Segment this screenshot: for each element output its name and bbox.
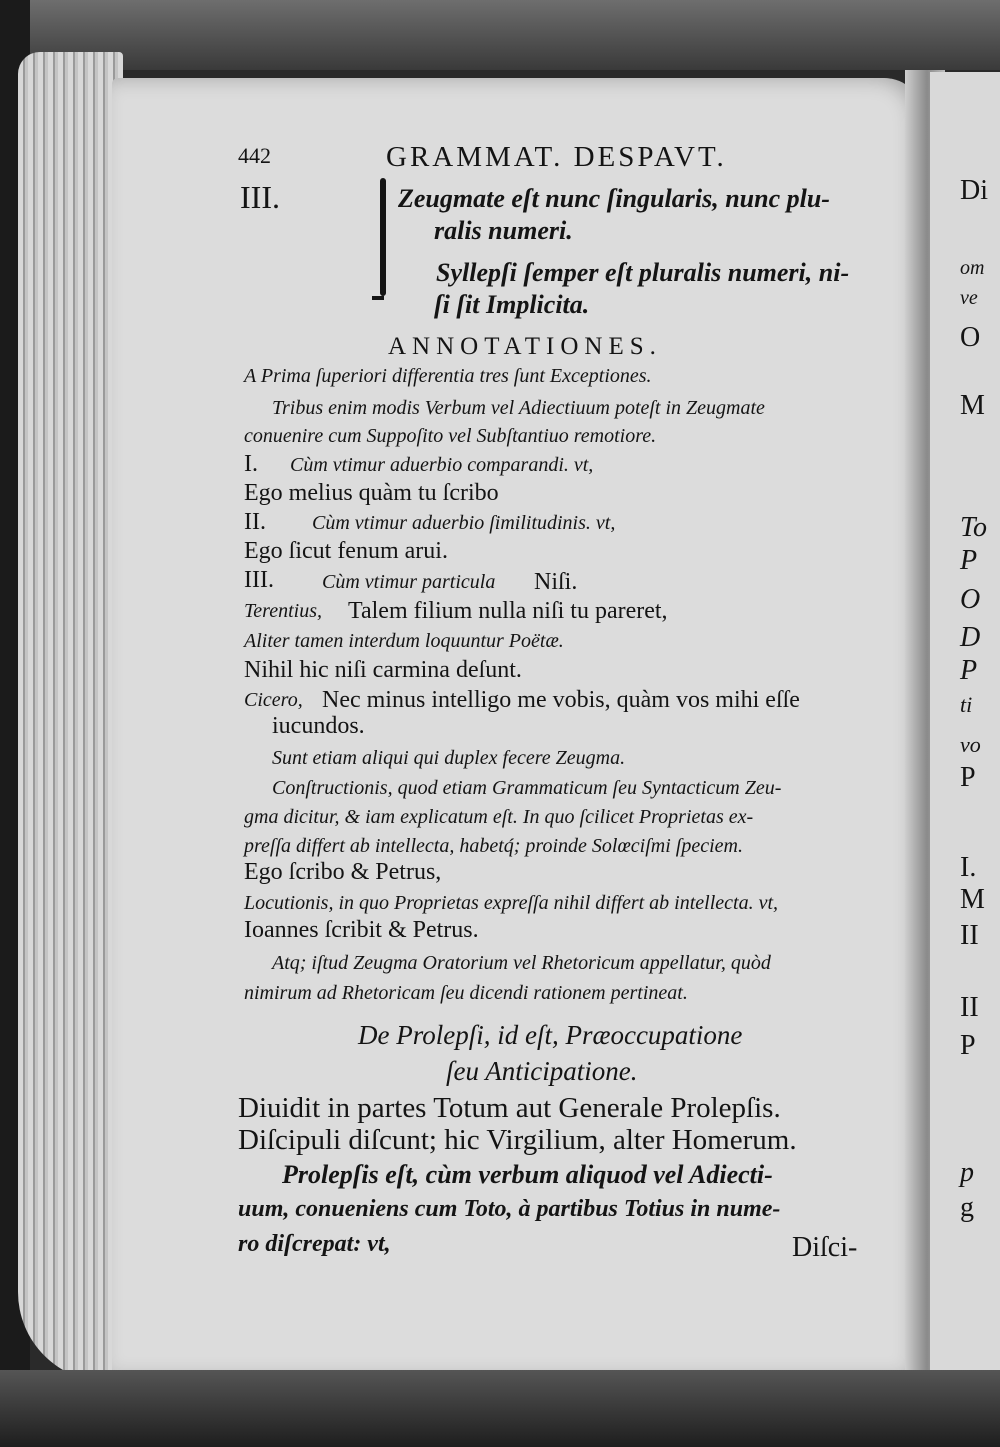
annotation-line: Atq; iſtud Zeugma Oratorium vel Rhetoricum appellatur, quòd [272,952,771,974]
author-name: Terentius, [244,600,322,622]
rule-line: Syllepſi ſemper eſt pluralis numeri, ni- [436,258,850,287]
facing-fragment: P [960,1030,976,1061]
rule-number: III. [240,179,280,215]
background-top [0,0,1000,70]
rule-bracket [380,178,386,296]
annotation-line: Locutionis, in quo Proprietas expreſſa nihil differt ab intellecta. vt, [244,892,779,914]
facing-fragment: g [960,1192,974,1223]
annotation-line: Sunt etiam aliqui qui duplex fecere Zeugma. [272,747,626,769]
facing-fragment: To [960,512,988,543]
verse-rule-line: Diuidit in partes Totum aut Generale Prolepſis. [238,1092,781,1124]
facing-fragment: P [960,545,978,576]
annotation-word: Niſi. [534,569,578,595]
rule-line: ralis numeri. [434,216,573,245]
facing-fragment: P [960,655,978,686]
explanation-line: uum, conueniens cum Toto, à partibus Totius in nume- [238,1196,781,1222]
annotation-line: preſſa differt ab intellecta, habetq́; proinde Solœciſmi ſpeciem. [244,835,743,857]
example-line: Ego ſcribo & Petrus, [244,859,442,885]
rule-line: ſi ſit Implicita. [434,290,590,319]
verse-rule-line: Diſcipuli diſcunt; hic Virgilium, alter Homerum. [238,1124,797,1156]
example-line: Nihil hic niſi carmina deſunt. [244,657,522,683]
annotationes-heading: ANNOTATIONES. [388,333,662,360]
annotation-line: Conſtructionis, quod etiam Grammaticum ſeu Syntacticum Zeu- [272,777,782,799]
annotation-line: Tribus enim modis Verbum vel Adiectiuum poteſt in Zeugmate [272,397,765,419]
author-name: Cicero, [244,689,303,711]
example-line: Talem filium nulla niſi tu pareret, [348,598,668,624]
catchword: Diſci- [792,1232,858,1263]
facing-fragment: ve [960,287,978,309]
background-bottom [0,1370,1000,1447]
annotation-line: Cùm vtimur aduerbio comparandi. vt, [290,454,594,476]
facing-fragment: vo [960,732,981,757]
section-title: ſeu Anticipatione. [446,1056,638,1086]
facing-fragment: M [960,884,985,915]
exception-number: II. [244,509,266,535]
facing-fragment: I. [960,852,977,883]
example-line: Nec minus intelligo me vobis, quàm vos mihi eſſe [322,687,800,713]
example-line: iucundos. [272,713,365,739]
facing-fragment: M [960,390,985,421]
facing-page-edge [930,72,1000,1382]
explanation-line: Prolepſis eſt, cùm verbum aliquod vel Adiecti- [282,1160,773,1189]
annotation-line: Aliter tamen interdum loquuntur Poëtæ. [244,630,564,652]
annotation-line: A Prima ſuperiori differentia tres ſunt Exceptiones. [244,365,652,387]
example-line: Ioannes ſcribit & Petrus. [244,917,479,943]
explanation-line: ro diſcrepat: vt, [238,1231,391,1257]
facing-fragment: p [960,1157,974,1188]
rule-bracket-foot [372,296,384,300]
section-title: De Prolepſi, id eſt, Præoccupatione [358,1020,743,1050]
facing-fragment: ti [960,692,973,717]
annotation-line: nimirum ad Rhetoricam ſeu dicendi rationem pertineat. [244,982,688,1004]
example-line: Ego melius quàm tu ſcribo [244,480,499,506]
example-line: Ego ſicut fenum arui. [244,538,448,564]
exception-number: I. [244,451,258,477]
facing-fragment: Di [960,175,988,206]
annotation-line: Cùm vtimur particula [322,571,496,593]
facing-fragment: II [960,992,979,1023]
facing-fragment: om [960,257,985,279]
facing-fragment: D [960,622,981,653]
annotation-line: gma dicitur, & iam explicatum eſt. In quo ſcilicet Proprietas ex- [244,806,754,828]
facing-fragment: II [960,920,979,951]
annotation-line: conuenire cum Suppoſito vel Subſtantiuo remotiore. [244,425,657,447]
exception-number: III. [244,567,274,593]
running-head: GRAMMAT. DESPAVT. [386,141,727,173]
facing-fragment: O [960,584,981,615]
rule-line: Zeugmate eſt nunc ſingularis, nunc plu- [398,184,830,213]
facing-fragment: O [960,322,981,353]
book-fore-edge [18,52,123,1382]
page-number: 442 [238,143,271,168]
facing-fragment: P [960,762,976,793]
annotation-line: Cùm vtimur aduerbio ſimilitudinis. vt, [312,512,616,534]
